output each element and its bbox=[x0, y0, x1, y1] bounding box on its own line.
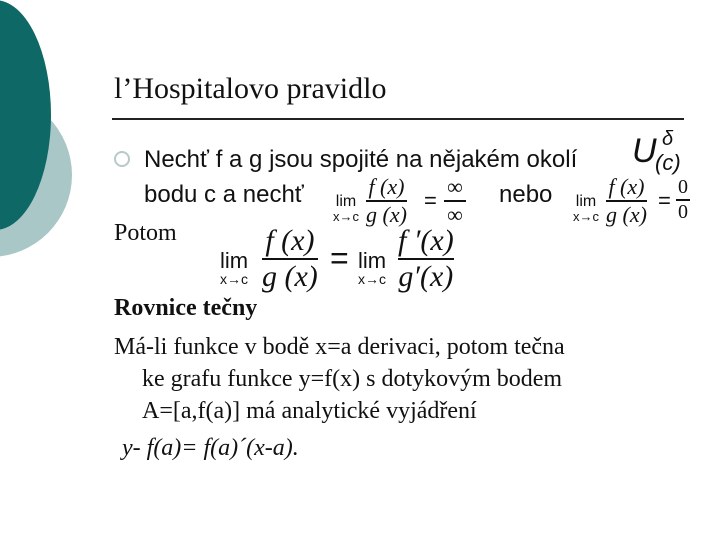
equals-sign-1: = bbox=[424, 188, 437, 213]
section-heading: Rovnice tečny bbox=[114, 295, 258, 321]
lim-operator-3: lim x→c bbox=[220, 248, 249, 287]
lim-operator-2: lim x→c bbox=[573, 193, 599, 224]
lim-operator-4: lim x→c bbox=[358, 248, 387, 287]
title-underline bbox=[112, 118, 684, 120]
potom-text: Potom bbox=[114, 220, 177, 246]
nebo-text: nebo bbox=[499, 181, 553, 208]
fraction-f-over-g-1: f (x) g (x) bbox=[366, 174, 407, 227]
fraction-infinity: ∞ ∞ bbox=[444, 174, 466, 228]
paragraph-line-1: Má-li funkce v bodě x=a derivaci, potom tečna bbox=[114, 334, 565, 360]
slide-title: l’Hospitalovo pravidlo bbox=[114, 72, 387, 105]
decorative-teal-shapes bbox=[0, 0, 110, 300]
paragraph-line-2: ke grafu funkce y=f(x) s dotykovým bodem bbox=[142, 366, 563, 392]
lim-operator-1: lim x→c bbox=[333, 193, 359, 224]
bullet-line-2: bodu c a nechť bbox=[144, 181, 304, 208]
fraction-f-over-g-2: f (x) g (x) bbox=[606, 174, 647, 227]
equals-sign-2: = bbox=[658, 188, 671, 213]
fraction-fprime-over-gprime: f ′(x) g′(x) bbox=[398, 224, 454, 293]
fraction-f-over-g-3: f (x) g (x) bbox=[262, 224, 318, 293]
neighborhood-c: (c) bbox=[655, 150, 681, 175]
paragraph-line-3: A=[a,f(a)] má analytické vyjádření bbox=[142, 398, 477, 424]
bullet-line-1: Nechť f a g jsou spojité na nějakém okolí bbox=[144, 146, 578, 173]
equals-sign-3: = bbox=[330, 240, 349, 276]
neighborhood-U: U bbox=[632, 132, 657, 170]
bullet-circle-icon bbox=[114, 151, 130, 167]
neighborhood-delta: δ bbox=[662, 128, 674, 150]
fraction-zero: 0 0 bbox=[678, 176, 688, 223]
tangent-equation: y- f(a)= f(a)´(x-a). bbox=[122, 435, 299, 461]
